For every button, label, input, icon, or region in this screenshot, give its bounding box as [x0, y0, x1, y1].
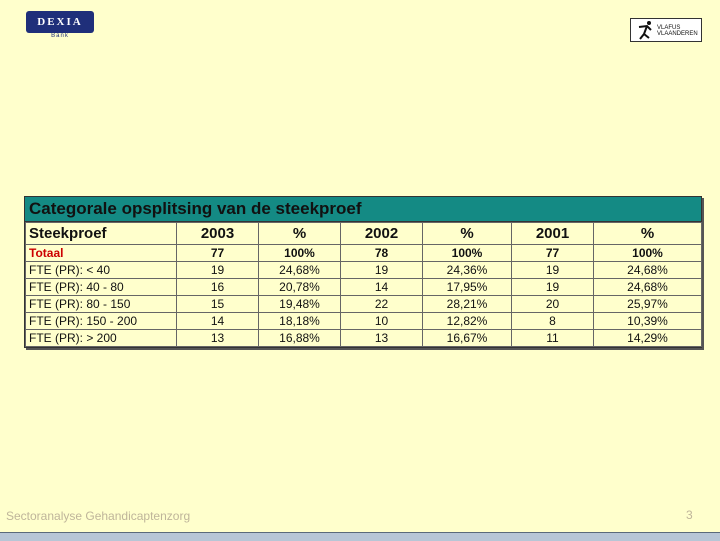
table-cell: 13	[177, 330, 259, 347]
table-cell: FTE (PR): 80 - 150	[26, 296, 177, 313]
table-cell: 16,88%	[259, 330, 341, 347]
table-cell: 18,18%	[259, 313, 341, 330]
table-cell: 78	[341, 245, 423, 262]
table-cell: 14,29%	[594, 330, 702, 347]
table-cell: 24,68%	[259, 262, 341, 279]
page-number: 3	[686, 508, 693, 522]
data-table	[25, 222, 702, 347]
table-cell: 24,36%	[423, 262, 512, 279]
table-cell: 100%	[423, 245, 512, 262]
table-cell: 19	[177, 262, 259, 279]
table-cell: FTE (PR): 40 - 80	[26, 279, 177, 296]
table-cell: 100%	[594, 245, 702, 262]
table-cell: 8	[512, 313, 594, 330]
table-cell: 11	[512, 330, 594, 347]
table-cell: 19	[512, 279, 594, 296]
table-cell: 19	[512, 262, 594, 279]
footer-text: Sectoranalyse Gehandicaptenzorg	[6, 509, 191, 523]
table-cell: 22	[341, 296, 423, 313]
table-cell: 19,48%	[259, 296, 341, 313]
table-header-cell: 2001	[512, 223, 594, 245]
table-header-cell: 2003	[177, 223, 259, 245]
table-cell: 17,95%	[423, 279, 512, 296]
table-row	[26, 330, 702, 347]
table-title: Categorale opsplitsing van de steekproef	[25, 197, 701, 222]
partner-logo	[630, 18, 702, 42]
dexia-logo-text: DEXIA	[37, 16, 83, 28]
table-row	[26, 313, 702, 330]
table-cell: 15	[177, 296, 259, 313]
partner-logo-line2: VLAANDEREN	[657, 31, 698, 37]
table-cell: 77	[177, 245, 259, 262]
table-row	[26, 296, 702, 313]
table-cell: 16	[177, 279, 259, 296]
table-cell: 24,68%	[594, 262, 702, 279]
table-cell: 16,67%	[423, 330, 512, 347]
table-cell: 100%	[259, 245, 341, 262]
figure-icon	[637, 20, 655, 40]
table-header-cell: %	[594, 223, 702, 245]
partner-logo-text	[657, 25, 698, 37]
table-cell: 14	[177, 313, 259, 330]
table-row	[26, 245, 702, 262]
table-cell: 13	[341, 330, 423, 347]
table-header-cell: Steekproef	[26, 223, 177, 245]
table-row	[26, 262, 702, 279]
table-cell: 20,78%	[259, 279, 341, 296]
dexia-logo-subtitle: Bank	[51, 33, 69, 39]
table-cell: 24,68%	[594, 279, 702, 296]
table-header-cell: 2002	[341, 223, 423, 245]
table-cell: 12,82%	[423, 313, 512, 330]
table-cell: 14	[341, 279, 423, 296]
table-cell: 28,21%	[423, 296, 512, 313]
table-cell: FTE (PR): > 200	[26, 330, 177, 347]
table-cell: 77	[512, 245, 594, 262]
table-cell: 10	[341, 313, 423, 330]
table-cell: 19	[341, 262, 423, 279]
table-header-cell: %	[423, 223, 512, 245]
sample-table	[24, 196, 702, 348]
dexia-logo	[26, 11, 94, 33]
partner-logo-line1: VLAFUS	[657, 25, 681, 31]
table-cell: FTE (PR): 150 - 200	[26, 313, 177, 330]
table-cell: 20	[512, 296, 594, 313]
table-header-cell: %	[259, 223, 341, 245]
table-header-row	[26, 223, 702, 245]
table-cell: 25,97%	[594, 296, 702, 313]
table-cell: Totaal	[26, 245, 177, 262]
table-cell: 10,39%	[594, 313, 702, 330]
table-cell: FTE (PR): < 40	[26, 262, 177, 279]
table-row	[26, 279, 702, 296]
